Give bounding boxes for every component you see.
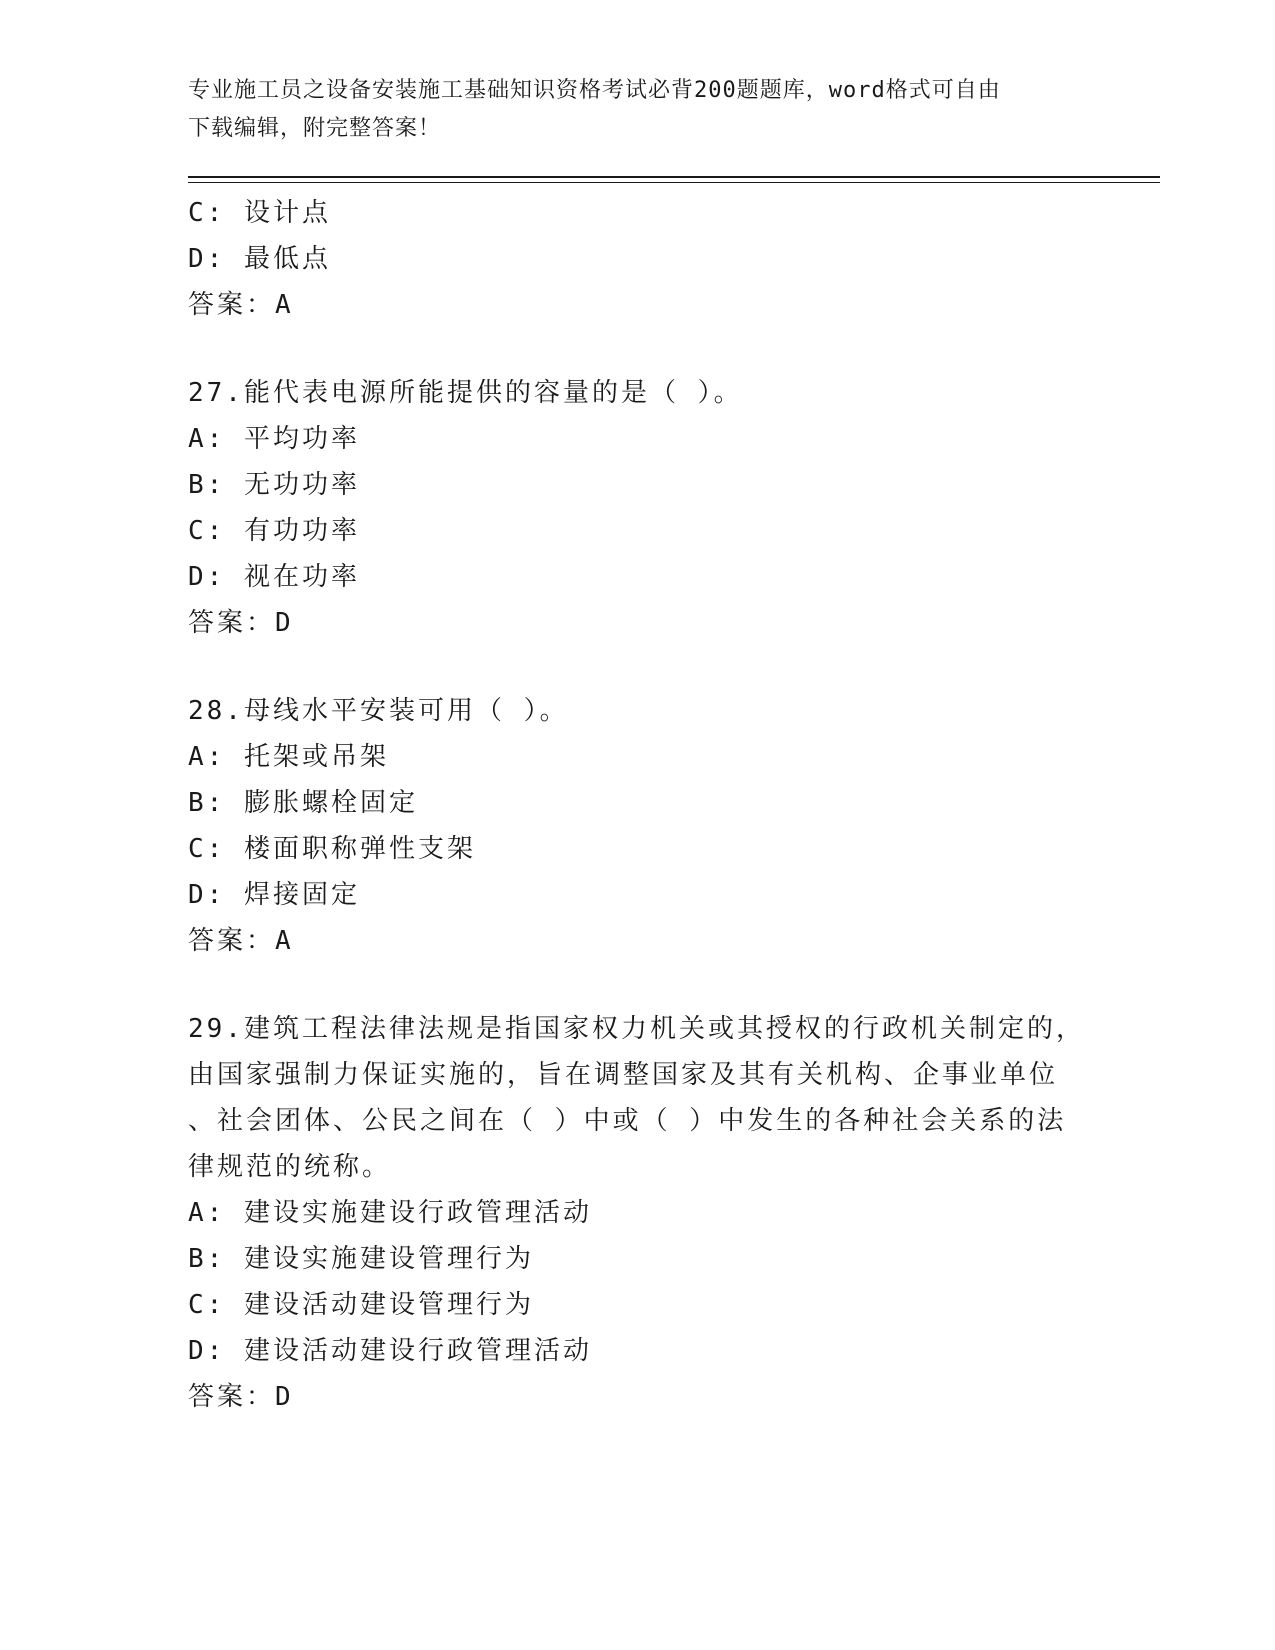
question-stem: 27.能代表电源所能提供的容量的是（ ）。 [188, 378, 743, 408]
option-a: A: 建设实施建设行政管理活动 [188, 1198, 592, 1228]
option-a: A: 平均功率 [188, 424, 360, 454]
option-d: D: 视在功率 [188, 562, 360, 592]
option-c: C: 有功功率 [188, 516, 360, 546]
option-b: B: 无功功率 [188, 470, 360, 500]
option-a: A: 托架或吊架 [188, 742, 389, 772]
document-header [188, 72, 1068, 148]
option-b: B: 膨胀螺栓固定 [188, 788, 418, 818]
answer-line: 答案：D [188, 1382, 294, 1412]
option-c: C: 建设活动建设管理行为 [188, 1290, 534, 1320]
header-title-line-2: 下载编辑，附完整答案！ [188, 116, 442, 141]
question-block-28 [188, 688, 1068, 964]
header-divider-thick [188, 176, 1160, 178]
question-list [188, 190, 1085, 1420]
option-c: C: 设计点 [188, 198, 331, 228]
option-c: C: 楼面职称弹性支架 [188, 834, 476, 864]
question-block-27 [188, 370, 1068, 646]
question-stem-line-2: 由国家强制力保证实施的，旨在调整国家及其有关机构、企事业单位 [188, 1060, 1059, 1090]
option-b: B: 建设实施建设管理行为 [188, 1244, 534, 1274]
option-d: D: 最低点 [188, 244, 331, 274]
question-stem: 28.母线水平安装可用（ ）。 [188, 696, 569, 726]
question-stem-line-3: 、社会团体、公民之间在（ ）中或（ ）中发生的各种社会关系的法 [188, 1106, 1067, 1136]
question-block-29 [188, 1006, 1085, 1420]
question-stem-line-1: 29.建筑工程法律法规是指国家权力机关或其授权的行政机关制定的， [188, 1014, 1085, 1044]
option-d: D: 焊接固定 [188, 880, 360, 910]
answer-line: 答案：D [188, 608, 294, 638]
header-divider-thin [188, 182, 1160, 183]
header-title-line-1: 专业施工员之设备安装施工基础知识资格考试必背200题题库，word格式可自由 [188, 78, 1001, 103]
answer-line: 答案：A [188, 290, 294, 320]
option-d: D: 建设活动建设行政管理活动 [188, 1336, 592, 1366]
answer-line: 答案：A [188, 926, 294, 956]
question-stem-line-4: 律规范的统称。 [188, 1152, 392, 1182]
question-block-partial [188, 190, 1068, 328]
